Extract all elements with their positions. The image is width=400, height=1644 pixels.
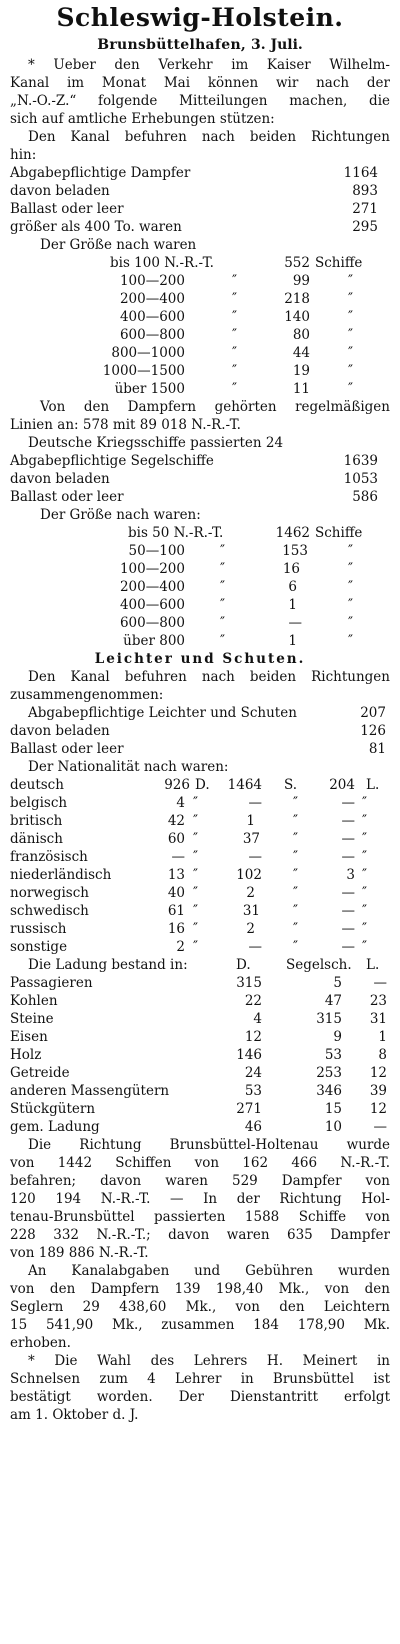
size-value: 99 <box>292 273 310 289</box>
ditto-mark: ″ <box>220 597 226 613</box>
table-heading: Die Ladung bestand in: <box>28 957 188 973</box>
table-row <box>10 1046 390 1064</box>
row-label: Kohlen <box>10 993 58 1009</box>
steamer-count: 16 <box>167 921 185 937</box>
text-line: An Kanalabgaben und Gebühren wurden <box>28 1263 390 1279</box>
sailing-cargo: 315 <box>316 1011 342 1027</box>
steamer-cargo: 4 <box>253 1011 262 1027</box>
size-row <box>10 254 390 272</box>
text-line: * Die Wahl des Lehrers H. Meinert in <box>28 1353 390 1369</box>
size-range: bis 50 N.-R.-T. <box>128 525 224 541</box>
dateline-place: Brunsbüttelhafen, <box>97 37 247 53</box>
ditto-mark: ″ <box>362 813 368 829</box>
table-row <box>10 830 390 848</box>
size-value: 19 <box>292 363 310 379</box>
text-line: sich auf amtliche Erhebungen stützen: <box>10 111 275 127</box>
sailing-count: 2 <box>246 921 255 937</box>
size-range: 100—200 <box>119 561 185 577</box>
sailing-size-table <box>10 506 390 650</box>
barge-count: — <box>341 885 355 901</box>
row-label: Eisen <box>10 1029 48 1045</box>
row-label: anderen Massengütern <box>10 1083 170 1099</box>
stat-label: Ballast oder leer <box>10 489 124 505</box>
stat-row <box>10 740 390 758</box>
steamer-cargo: 12 <box>244 1029 262 1045</box>
ditto-mark: ″ <box>348 579 354 595</box>
ditto-mark: ″ <box>362 885 368 901</box>
ditto-mark: ″ <box>362 849 368 865</box>
stat-row <box>10 182 390 200</box>
ditto-mark: ″ <box>232 273 238 289</box>
row-label: Stückgütern <box>10 1101 96 1117</box>
row-label: sonstige <box>10 939 68 955</box>
barge-count: 3 <box>346 867 355 883</box>
stat-row <box>10 218 390 236</box>
sailing-totals <box>10 452 390 506</box>
row-label: dänisch <box>10 831 63 847</box>
ditto-mark: ″ <box>293 849 299 865</box>
sailing-count: 1464 <box>227 777 262 793</box>
size-row <box>10 272 390 290</box>
size-value: — <box>288 615 302 631</box>
text-line: Kanal im Monat Mai können wir nach der <box>10 75 390 91</box>
size-range: 100—200 <box>119 273 185 289</box>
stat-value: 81 <box>368 741 386 757</box>
steamer-cargo: 146 <box>236 1047 262 1063</box>
text-line: hin: <box>10 147 37 163</box>
stat-value: 1164 <box>343 165 378 181</box>
table-row <box>10 776 390 794</box>
size-range: 400—600 <box>119 309 185 325</box>
ditto-mark: ″ <box>293 903 299 919</box>
dateline <box>10 34 390 56</box>
row-label: schwedisch <box>10 903 89 919</box>
ditto-mark: ″ <box>348 291 354 307</box>
ditto-mark: ″ <box>348 561 354 577</box>
barge-cargo: 12 <box>369 1101 387 1117</box>
table-heading: Der Nationalität nach waren: <box>28 759 229 775</box>
size-range: 600—800 <box>119 615 185 631</box>
ditto-mark: ″ <box>232 291 238 307</box>
table-row <box>10 812 390 830</box>
size-value: 6 <box>288 579 297 595</box>
text-line: bestätigt worden. Der Dienstantritt erfolgt <box>10 1389 390 1405</box>
sailing-count: 31 <box>242 903 260 919</box>
sailing-cargo: 53 <box>324 1047 342 1063</box>
stat-label: davon beladen <box>10 183 110 199</box>
size-value: 44 <box>292 345 310 361</box>
size-row <box>10 344 390 362</box>
dateline-date: 3. Juli. <box>250 37 303 53</box>
steamer-count: 61 <box>167 903 185 919</box>
size-range: 200—400 <box>119 291 185 307</box>
stat-label: davon beladen <box>10 471 110 487</box>
sailing-unit: S. <box>284 777 298 793</box>
steamer-count: 2 <box>176 939 185 955</box>
text-line: erhoben. <box>10 1335 71 1351</box>
table-row <box>10 884 390 902</box>
article-title: Schleswig-Holstein. <box>56 3 344 32</box>
size-value: 80 <box>292 327 310 343</box>
text-line: Linien an: 578 mit 89 018 N.-R.-T. <box>10 417 241 433</box>
row-label: gem. Ladung <box>10 1119 100 1135</box>
sailing-cargo: 346 <box>316 1083 342 1099</box>
ditto-mark: ″ <box>193 885 199 901</box>
barge-unit: L. <box>366 777 380 793</box>
size-range: bis 100 N.-R.-T. <box>110 255 214 271</box>
table-row <box>10 1100 390 1118</box>
steamer-count: 60 <box>167 831 185 847</box>
ditto-mark: ″ <box>348 597 354 613</box>
text-line: Den Kanal befuhren nach beiden Richtungen <box>28 669 390 685</box>
text-line: Den Kanal befuhren nach beiden Richtungen <box>28 129 390 145</box>
intro-paragraph <box>10 56 390 164</box>
barge-count: — <box>341 831 355 847</box>
size-value: 153 <box>282 543 308 559</box>
section-heading: Leichter und Schuten. <box>94 651 306 667</box>
size-row <box>10 326 390 344</box>
steamer-size-table <box>10 236 390 398</box>
size-row <box>10 362 390 380</box>
stat-row <box>10 200 390 218</box>
ditto-mark: ″ <box>193 813 199 829</box>
size-range: über 1500 <box>114 381 185 397</box>
stat-label: davon beladen <box>10 723 110 739</box>
ditto-mark: ″ <box>362 939 368 955</box>
stat-row <box>10 164 390 182</box>
ditto-mark: ″ <box>293 795 299 811</box>
steamer-cargo: 46 <box>244 1119 262 1135</box>
ditto-mark: ″ <box>362 903 368 919</box>
ditto-mark: ″ <box>193 903 199 919</box>
direction-paragraph <box>10 1136 390 1262</box>
steamer-unit: D. <box>195 777 210 793</box>
stat-value: 271 <box>352 201 378 217</box>
stat-value: 893 <box>352 183 378 199</box>
table-row <box>10 1118 390 1136</box>
size-range: über 800 <box>123 633 185 649</box>
ditto-mark: ″ <box>220 543 226 559</box>
table-row <box>10 938 390 956</box>
steamer-count: 13 <box>167 867 185 883</box>
text-line: 228 332 N.-R.-T.; davon waren 635 Dampfer <box>10 1227 390 1243</box>
ditto-mark: ″ <box>348 309 354 325</box>
text-line: Seglern 29 438,60 Mk., von den Leichtern <box>10 1299 390 1315</box>
text-line: Die Richtung Brunsbüttel-Holtenau wurde <box>28 1137 390 1153</box>
text-line: Schnelsen zum 4 Lehrer in Brunsbüttel ist <box>10 1371 390 1387</box>
ditto-mark: ″ <box>293 867 299 883</box>
sailing-cargo: 253 <box>316 1065 342 1081</box>
text-line: zusammengenommen: <box>10 687 164 703</box>
size-row <box>10 614 390 632</box>
text-line: befahren; davon waren 529 Dampfer von <box>10 1173 390 1189</box>
size-heading: Der Größe nach waren: <box>40 507 201 523</box>
size-row <box>10 290 390 308</box>
text-line: Von den Dampfern gehörten regelmäßigen <box>40 399 390 415</box>
sailing-count: — <box>248 939 262 955</box>
row-label: belgisch <box>10 795 68 811</box>
ditto-mark: ″ <box>220 633 226 649</box>
table-row <box>10 974 390 992</box>
size-row <box>10 380 390 398</box>
sailing-count: — <box>248 795 262 811</box>
stat-value: 207 <box>360 705 386 721</box>
stat-label: größer als 400 To. waren <box>10 219 182 235</box>
size-heading: Der Größe nach waren <box>40 237 197 253</box>
barge-count: — <box>341 813 355 829</box>
text-line: „N.-O.-Z.“ folgende Mitteilungen machen, die <box>10 93 390 109</box>
stat-row <box>10 722 390 740</box>
sailing-count: 1 <box>246 813 255 829</box>
row-label: Getreide <box>10 1065 70 1081</box>
steamer-cargo: 24 <box>244 1065 262 1081</box>
table-row <box>10 1010 390 1028</box>
size-value: 1 <box>288 597 297 613</box>
size-range: 200—400 <box>119 579 185 595</box>
size-row <box>10 578 390 596</box>
size-value: 1462 <box>275 525 310 541</box>
column-header: D. <box>236 957 251 973</box>
size-row <box>10 596 390 614</box>
ditto-mark: ″ <box>232 327 238 343</box>
ditto-mark: ″ <box>220 561 226 577</box>
row-label: norwegisch <box>10 885 89 901</box>
barge-count: — <box>341 795 355 811</box>
ditto-mark: ″ <box>362 831 368 847</box>
barge-cargo: — <box>373 975 387 991</box>
stat-label: Abgabepflichtige Segelschiffe <box>10 453 214 469</box>
steamer-cargo: 315 <box>236 975 262 991</box>
table-row <box>10 1028 390 1046</box>
ditto-mark: ″ <box>193 849 199 865</box>
ditto-mark: ″ <box>232 363 238 379</box>
size-row <box>10 524 390 542</box>
steamer-count: 4 <box>176 795 185 811</box>
size-row <box>10 560 390 578</box>
text-line: von 189 886 N.-R.-T. <box>10 1245 149 1261</box>
sailing-cargo: 9 <box>333 1029 342 1045</box>
stat-value: 1053 <box>343 471 378 487</box>
barge-count: 204 <box>329 777 355 793</box>
nationality-table <box>10 758 390 956</box>
table-row <box>10 794 390 812</box>
row-label: russisch <box>10 921 67 937</box>
text-line: 120 194 N.-R.-T. — In der Richtung Hol- <box>10 1191 390 1207</box>
ditto-mark: ″ <box>232 309 238 325</box>
ditto-mark: ″ <box>220 579 226 595</box>
ditto-mark: ″ <box>293 939 299 955</box>
row-label: französisch <box>10 849 88 865</box>
text-line: 15 541,90 Mk., zusammen 184 178,90 Mk. <box>10 1317 390 1333</box>
row-label: deutsch <box>10 777 64 793</box>
barge-cargo: — <box>373 1119 387 1135</box>
stat-label: Abgabepflichtige Dampfer <box>10 165 191 181</box>
stat-value: 126 <box>360 723 386 739</box>
barge-count: — <box>341 939 355 955</box>
size-value: 1 <box>288 633 297 649</box>
steamer-count: — <box>171 849 185 865</box>
barge-cargo: 23 <box>369 993 387 1009</box>
steamer-cargo: 22 <box>244 993 262 1009</box>
steamer-count: 926 <box>164 777 190 793</box>
sailing-count: 37 <box>242 831 260 847</box>
size-range: 400—600 <box>119 597 185 613</box>
row-label: britisch <box>10 813 63 829</box>
ditto-mark: ″ <box>193 939 199 955</box>
steamer-totals <box>10 164 390 236</box>
column-header: L. <box>366 957 380 973</box>
stat-value: 295 <box>352 219 378 235</box>
row-label: niederländisch <box>10 867 112 883</box>
text-line: tenau-Brunsbüttel passierten 1588 Schiffe von <box>10 1209 390 1225</box>
text-line: am 1. Oktober d. J. <box>10 1407 139 1423</box>
cargo-table <box>10 956 390 1136</box>
size-range: 800—1000 <box>111 345 185 361</box>
text-line: Deutsche Kriegsschiffe passierten 24 <box>28 435 284 451</box>
ditto-mark: ″ <box>348 543 354 559</box>
article <box>10 0 390 1424</box>
ditto-mark: ″ <box>293 921 299 937</box>
sailing-cargo: 5 <box>333 975 342 991</box>
size-value: 11 <box>292 381 310 397</box>
stat-label: Ballast oder leer <box>10 741 124 757</box>
table-row <box>10 920 390 938</box>
size-row <box>10 542 390 560</box>
text-line: * Ueber den Verkehr im Kaiser Wilhelm- <box>28 57 390 73</box>
barge-cargo: 1 <box>378 1029 387 1045</box>
table-row <box>10 1082 390 1100</box>
stat-row <box>10 704 390 722</box>
text-line: von den Dampfern 139 198,40 Mk., von den <box>10 1281 390 1297</box>
ditto-mark: ″ <box>293 813 299 829</box>
ditto-mark: ″ <box>193 795 199 811</box>
size-unit: Schiffe <box>315 525 363 541</box>
stat-label: Ballast oder leer <box>10 201 124 217</box>
text-line: von 1442 Schiffen von 162 466 N.-R.-T. <box>10 1155 390 1171</box>
sailing-count: 2 <box>246 885 255 901</box>
ditto-mark: ″ <box>348 615 354 631</box>
size-row <box>10 632 390 650</box>
ditto-mark: ″ <box>348 363 354 379</box>
barge-count: — <box>341 903 355 919</box>
ditto-mark: ″ <box>293 885 299 901</box>
ditto-mark: ″ <box>293 831 299 847</box>
barge-cargo: 12 <box>369 1065 387 1081</box>
steamer-cargo: 271 <box>236 1101 262 1117</box>
size-row <box>10 308 390 326</box>
barge-cargo: 8 <box>378 1047 387 1063</box>
row-label: Holz <box>10 1047 42 1063</box>
size-range: 50—100 <box>128 543 185 559</box>
sailing-cargo: 47 <box>324 993 342 1009</box>
barges-section <box>10 650 390 758</box>
ditto-mark: ″ <box>193 867 199 883</box>
sailing-count: — <box>248 849 262 865</box>
ditto-mark: ″ <box>362 795 368 811</box>
table-header-row <box>10 956 390 974</box>
liner-paragraph <box>10 398 390 452</box>
stat-value: 586 <box>352 489 378 505</box>
stat-row <box>10 488 390 506</box>
size-range: 600—800 <box>119 327 185 343</box>
ditto-mark: ″ <box>348 273 354 289</box>
row-label: Steine <box>10 1011 54 1027</box>
size-unit: Schiffe <box>315 255 363 271</box>
table-row <box>10 902 390 920</box>
size-value: 218 <box>284 291 310 307</box>
barge-count: — <box>341 921 355 937</box>
table-row <box>10 848 390 866</box>
ditto-mark: ″ <box>232 345 238 361</box>
ditto-mark: ″ <box>348 327 354 343</box>
sailing-cargo: 15 <box>324 1101 342 1117</box>
size-value: 552 <box>284 255 310 271</box>
barge-cargo: 39 <box>369 1083 387 1099</box>
ditto-mark: ″ <box>348 381 354 397</box>
stat-row <box>10 470 390 488</box>
stat-row <box>10 452 390 470</box>
steamer-count: 40 <box>167 885 185 901</box>
stat-value: 1639 <box>343 453 378 469</box>
sailing-count: 102 <box>236 867 262 883</box>
ditto-mark: ″ <box>362 867 368 883</box>
size-range: 1000—1500 <box>102 363 185 379</box>
ditto-mark: ″ <box>348 345 354 361</box>
ditto-mark: ″ <box>193 921 199 937</box>
table-row <box>10 1064 390 1082</box>
column-header: Segelsch. <box>286 957 352 973</box>
steamer-count: 42 <box>167 813 185 829</box>
stat-label: Abgabepflichtige Leichter und Schuten <box>28 705 297 721</box>
steamer-cargo: 53 <box>244 1083 262 1099</box>
row-label: Passagieren <box>10 975 93 991</box>
barge-cargo: 31 <box>369 1011 387 1027</box>
table-row <box>10 866 390 884</box>
ditto-mark: ″ <box>220 615 226 631</box>
ditto-mark: ″ <box>193 831 199 847</box>
size-value: 16 <box>282 561 300 577</box>
sailing-cargo: 10 <box>324 1119 342 1135</box>
ditto-mark: ″ <box>348 633 354 649</box>
teacher-paragraph <box>10 1352 390 1424</box>
size-value: 140 <box>284 309 310 325</box>
fees-paragraph <box>10 1262 390 1352</box>
barge-count: — <box>341 849 355 865</box>
ditto-mark: ″ <box>362 921 368 937</box>
table-row <box>10 992 390 1010</box>
ditto-mark: ″ <box>232 381 238 397</box>
